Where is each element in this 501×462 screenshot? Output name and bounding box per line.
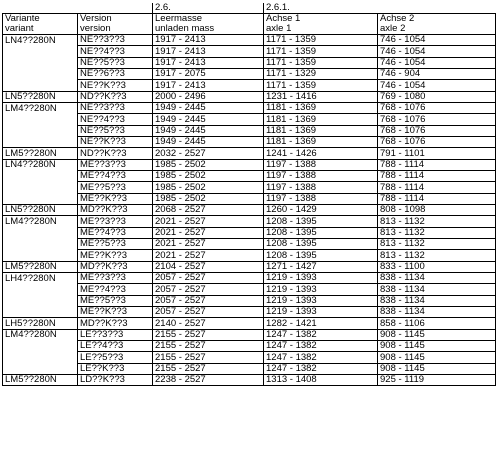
table-body: [3, 35, 496, 386]
variant-cell: [3, 136, 78, 147]
version-header-en: version: [80, 23, 111, 34]
version-cell: ME??K??3: [78, 250, 153, 261]
axle2-cell: 746 - 904: [378, 68, 496, 79]
axle2-cell: 908 - 1145: [378, 329, 496, 340]
version-cell: MD??K??3: [78, 261, 153, 272]
version-cell: NE??3??3: [78, 35, 153, 46]
unladen-mass-cell: 2057 - 2527: [153, 295, 264, 306]
variant-cell: LH4??280N: [3, 272, 78, 283]
blank-cell: [378, 3, 496, 14]
unladen-mass-cell: 2032 - 2527: [153, 148, 264, 159]
header-row: [3, 14, 496, 35]
mass-section-number: 2.6.: [153, 3, 264, 14]
table-row: [3, 295, 496, 306]
blank-cell: [3, 3, 78, 14]
axle2-cell: 908 - 1145: [378, 363, 496, 374]
axle1-cell: 1171 - 1359: [264, 57, 378, 68]
table-row: [3, 227, 496, 238]
version-cell: NE??K??3: [78, 80, 153, 91]
variant-cell: LN5??280N: [3, 91, 78, 102]
version-cell: ME??K??3: [78, 306, 153, 317]
axle2-cell: 788 - 1114: [378, 170, 496, 181]
axle2-cell: 838 - 1134: [378, 295, 496, 306]
axle2-cell: 838 - 1134: [378, 306, 496, 317]
version-cell: LE??5??3: [78, 352, 153, 363]
table-row: [3, 159, 496, 170]
axle1-cell: 1208 - 1395: [264, 250, 378, 261]
table-row: [3, 363, 496, 374]
variant-cell: [3, 80, 78, 91]
axle-section-number: 2.6.1.: [264, 3, 378, 14]
variant-cell: LM5??280N: [3, 148, 78, 159]
variant-cell: [3, 340, 78, 351]
blank-cell: [78, 3, 153, 14]
axle1-cell: 1313 - 1408: [264, 374, 378, 385]
axle2-header: [378, 14, 496, 35]
axle2-cell: 746 - 1054: [378, 35, 496, 46]
variant-cell: [3, 46, 78, 57]
table-row: [3, 284, 496, 295]
unladen-mass-cell: 1949 - 2445: [153, 114, 264, 125]
axle1-cell: 1247 - 1382: [264, 352, 378, 363]
version-cell: ME??3??3: [78, 272, 153, 283]
unladen-mass-cell: 1985 - 2502: [153, 159, 264, 170]
document-page: [2, 3, 495, 458]
variant-cell: [3, 193, 78, 204]
version-cell: ME??K??3: [78, 193, 153, 204]
variant-cell: [3, 170, 78, 181]
variant-cell: [3, 250, 78, 261]
version-cell: ME??4??3: [78, 227, 153, 238]
table-row: [3, 329, 496, 340]
axle2-cell: 768 - 1076: [378, 102, 496, 113]
version-cell: ME??5??3: [78, 295, 153, 306]
mass-header-de: Leermasse: [155, 13, 202, 24]
version-cell: ME??5??3: [78, 238, 153, 249]
variant-header-en: variant: [5, 23, 34, 34]
axle1-cell: 1197 - 1388: [264, 182, 378, 193]
variant-cell: [3, 363, 78, 374]
variant-cell: [3, 125, 78, 136]
version-cell: ME??3??3: [78, 216, 153, 227]
table-row: [3, 46, 496, 57]
axle1-cell: 1208 - 1395: [264, 216, 378, 227]
axle2-cell: 788 - 1114: [378, 182, 496, 193]
unladen-mass-cell: 1917 - 2413: [153, 35, 264, 46]
variant-cell: LN4??280N: [3, 159, 78, 170]
variant-header-de: Variante: [5, 13, 40, 24]
version-cell: NE??4??3: [78, 46, 153, 57]
axle2-cell: 813 - 1132: [378, 216, 496, 227]
variant-cell: LM4??280N: [3, 329, 78, 340]
variant-cell: LM4??280N: [3, 216, 78, 227]
variant-cell: LH5??280N: [3, 318, 78, 329]
mass-header-en: unladen mass: [155, 23, 215, 34]
variant-cell: [3, 295, 78, 306]
axle1-cell: 1219 - 1393: [264, 272, 378, 283]
unladen-mass-cell: 2155 - 2527: [153, 352, 264, 363]
axle1-cell: 1219 - 1393: [264, 295, 378, 306]
version-cell: MD??K??3: [78, 204, 153, 215]
unladen-mass-cell: 1985 - 2502: [153, 182, 264, 193]
axle2-cell: 838 - 1134: [378, 284, 496, 295]
unladen-mass-cell: 1917 - 2413: [153, 46, 264, 57]
unladen-mass-cell: 1949 - 2445: [153, 136, 264, 147]
unladen-mass-cell: 1917 - 2413: [153, 80, 264, 91]
version-header: [78, 14, 153, 35]
table-row: [3, 238, 496, 249]
unladen-mass-cell: 2155 - 2527: [153, 363, 264, 374]
variant-header: [3, 14, 78, 35]
table-row: [3, 182, 496, 193]
axle2-header-de: Achse 2: [380, 13, 415, 24]
axle1-cell: 1219 - 1393: [264, 284, 378, 295]
axle1-cell: 1181 - 1369: [264, 136, 378, 147]
axle1-cell: 1260 - 1429: [264, 204, 378, 215]
table-row: [3, 318, 496, 329]
axle2-cell: 768 - 1076: [378, 114, 496, 125]
axle2-cell: 838 - 1134: [378, 272, 496, 283]
variant-cell: LM5??280N: [3, 261, 78, 272]
table-row: [3, 136, 496, 147]
axle2-cell: 746 - 1054: [378, 80, 496, 91]
axle1-header-en: axle 1: [266, 23, 292, 34]
unladen-mass-cell: 2057 - 2527: [153, 272, 264, 283]
column-number-row: [3, 3, 496, 14]
unladen-mass-cell: 2068 - 2527: [153, 204, 264, 215]
table-row: [3, 35, 496, 46]
unladen-mass-cell: 2140 - 2527: [153, 318, 264, 329]
variant-cell: [3, 114, 78, 125]
axle1-cell: 1197 - 1388: [264, 193, 378, 204]
axle2-cell: 858 - 1106: [378, 318, 496, 329]
table-row: [3, 216, 496, 227]
table-row: [3, 340, 496, 351]
axle2-cell: 769 - 1080: [378, 91, 496, 102]
variant-cell: [3, 182, 78, 193]
variant-cell: [3, 238, 78, 249]
version-header-de: Version: [80, 13, 112, 24]
axle1-cell: 1231 - 1416: [264, 91, 378, 102]
version-cell: NE??4??3: [78, 114, 153, 125]
version-cell: ME??4??3: [78, 284, 153, 295]
version-cell: ME??5??3: [78, 182, 153, 193]
table-row: [3, 114, 496, 125]
axle1-cell: 1171 - 1359: [264, 46, 378, 57]
variant-cell: LN4??280N: [3, 35, 78, 46]
version-cell: ME??4??3: [78, 170, 153, 181]
variant-cell: [3, 227, 78, 238]
axle2-cell: 788 - 1114: [378, 159, 496, 170]
axle1-header: [264, 14, 378, 35]
unladen-mass-cell: 2155 - 2527: [153, 340, 264, 351]
axle1-cell: 1208 - 1395: [264, 238, 378, 249]
variant-cell: LM5??280N: [3, 374, 78, 385]
axle2-cell: 908 - 1145: [378, 340, 496, 351]
axle2-cell: 813 - 1132: [378, 227, 496, 238]
axle1-cell: 1197 - 1388: [264, 170, 378, 181]
axle2-cell: 746 - 1054: [378, 46, 496, 57]
table-row: [3, 204, 496, 215]
variant-cell: [3, 306, 78, 317]
axle1-cell: 1181 - 1369: [264, 102, 378, 113]
unladen-mass-cell: 2104 - 2527: [153, 261, 264, 272]
version-cell: NE??6??3: [78, 68, 153, 79]
version-cell: LE??K??3: [78, 363, 153, 374]
version-cell: NE??5??3: [78, 57, 153, 68]
axle2-cell: 791 - 1101: [378, 148, 496, 159]
axle1-cell: 1171 - 1359: [264, 80, 378, 91]
unladen-mass-cell: 2021 - 2527: [153, 216, 264, 227]
table-row: [3, 102, 496, 113]
unladen-mass-cell: 1985 - 2502: [153, 193, 264, 204]
table-row: [3, 91, 496, 102]
axle2-cell: 788 - 1114: [378, 193, 496, 204]
variant-cell: [3, 284, 78, 295]
unladen-mass-cell: 2021 - 2527: [153, 227, 264, 238]
axle2-header-en: axle 2: [380, 23, 406, 34]
unladen-mass-cell: 2057 - 2527: [153, 284, 264, 295]
version-cell: MD??K??3: [78, 318, 153, 329]
axle1-cell: 1171 - 1359: [264, 35, 378, 46]
axle2-cell: 768 - 1076: [378, 136, 496, 147]
version-cell: LE??4??3: [78, 340, 153, 351]
unladen-mass-cell: 1917 - 2413: [153, 57, 264, 68]
axle1-cell: 1282 - 1421: [264, 318, 378, 329]
axle1-cell: 1181 - 1369: [264, 125, 378, 136]
version-cell: NE??5??3: [78, 125, 153, 136]
version-cell: ND??K??3: [78, 148, 153, 159]
table-row: [3, 250, 496, 261]
axle1-cell: 1197 - 1388: [264, 159, 378, 170]
table-row: [3, 148, 496, 159]
version-cell: NE??3??3: [78, 102, 153, 113]
axle2-cell: 813 - 1132: [378, 250, 496, 261]
table-row: [3, 306, 496, 317]
table-row: [3, 57, 496, 68]
axle1-cell: 1171 - 1329: [264, 68, 378, 79]
unladen-mass-cell: 1949 - 2445: [153, 102, 264, 113]
axle2-cell: 833 - 1100: [378, 261, 496, 272]
axle1-header-de: Achse 1: [266, 13, 301, 24]
unladen-mass-cell: 2021 - 2527: [153, 238, 264, 249]
axle1-cell: 1247 - 1382: [264, 363, 378, 374]
table-row: [3, 352, 496, 363]
variant-cell: [3, 68, 78, 79]
unladen-mass-cell: 2155 - 2527: [153, 329, 264, 340]
axle2-cell: 746 - 1054: [378, 57, 496, 68]
axle1-cell: 1271 - 1427: [264, 261, 378, 272]
version-cell: LD??K??3: [78, 374, 153, 385]
table-row: [3, 374, 496, 385]
version-cell: ND??K??3: [78, 91, 153, 102]
table-row: [3, 170, 496, 181]
unladen-mass-cell: 2000 - 2496: [153, 91, 264, 102]
mass-distribution-table: [2, 3, 496, 386]
variant-cell: [3, 57, 78, 68]
table-row: [3, 80, 496, 91]
table-row: [3, 193, 496, 204]
axle1-cell: 1181 - 1369: [264, 114, 378, 125]
table-row: [3, 125, 496, 136]
axle1-cell: 1247 - 1382: [264, 329, 378, 340]
axle2-cell: 768 - 1076: [378, 125, 496, 136]
table-row: [3, 68, 496, 79]
unladen-mass-cell: 2021 - 2527: [153, 250, 264, 261]
mass-header: [153, 14, 264, 35]
variant-cell: [3, 352, 78, 363]
unladen-mass-cell: 1949 - 2445: [153, 125, 264, 136]
axle2-cell: 925 - 1119: [378, 374, 496, 385]
axle1-cell: 1208 - 1395: [264, 227, 378, 238]
axle2-cell: 808 - 1098: [378, 204, 496, 215]
unladen-mass-cell: 1985 - 2502: [153, 170, 264, 181]
table-row: [3, 272, 496, 283]
version-cell: NE??K??3: [78, 136, 153, 147]
variant-cell: LM4??280N: [3, 102, 78, 113]
axle2-cell: 813 - 1132: [378, 238, 496, 249]
version-cell: ME??3??3: [78, 159, 153, 170]
unladen-mass-cell: 2238 - 2527: [153, 374, 264, 385]
axle1-cell: 1241 - 1426: [264, 148, 378, 159]
unladen-mass-cell: 1917 - 2075: [153, 68, 264, 79]
unladen-mass-cell: 2057 - 2527: [153, 306, 264, 317]
axle1-cell: 1219 - 1393: [264, 306, 378, 317]
variant-cell: LN5??280N: [3, 204, 78, 215]
axle1-cell: 1247 - 1382: [264, 340, 378, 351]
version-cell: LE??3??3: [78, 329, 153, 340]
axle2-cell: 908 - 1145: [378, 352, 496, 363]
table-row: [3, 261, 496, 272]
